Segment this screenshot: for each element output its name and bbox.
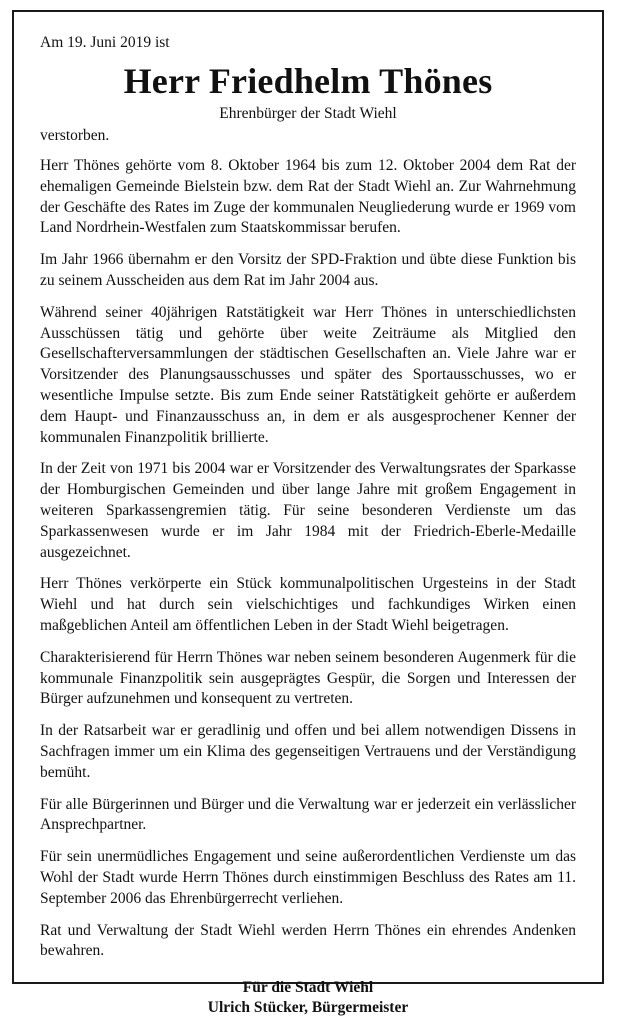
paragraph-contact-person: Für alle Bürgerinnen und Bürger und die Verwaltung war er jederzeit ein verlässlicher Ansprechpartner. <box>40 795 576 834</box>
paragraph-public-life: Herr Thönes verkörperte ein Stück kommunalpolitischen Urgesteins in der Stadt Wiehl und hat durch sein vielschichtiges und fachkundiges Wirken einen maßgeblichen Anteil am öffentlichen Leben in der Stadt Wiehl beigetragen. <box>40 575 576 634</box>
paragraph-committees: Während seiner 40jährigen Ratstätigkeit war Herr Thönes in unterschiedlichsten Ausschüssen tätig und gehörte über weite Zeiträume als Mitglied den Gesellschafterversammlungen der städtischen Gesellschaften an. Viele Jahre war er Vorsitzender des Planungsausschusses und später des Sportausschusses, wo er wesentliche Impulse setzte. Bis zum Ende seiner Ratstätigkeit gehörte er außerdem dem Haupt- und Finanzausschuss an, in dem er als ausgesprochener Kenner der kommunalen Finanzpolitik brillierte. <box>40 303 576 446</box>
obituary-notice <box>12 10 604 1017</box>
paragraph-honorary-citizenship: Für sein unermüdliches Engagement und seine außerordentlichen Verdienste um das Wohl der Stadt wurde Herrn Thönes durch einstimmigen Beschluss des Rates am 11. September 2006 das Ehrenbürgerrecht verliehen. <box>40 848 576 907</box>
paragraph-council-membership: Herr Thönes gehörte vom 8. Oktober 1964 bis zum 12. Oktober 2004 dem Rat der ehemaligen Gemeinde Bielstein bzw. dem Rat der Stadt Wiehl an. Zur Wahrnehmung der Geschäfte des Rates im Zuge der kommunalen Neugliederung wurde er 1969 vom Land Nordrhein-Westfalen zum Staatskommissar berufen. <box>40 157 576 237</box>
signature-organization: Für die Stadt Wiehl <box>242 979 374 997</box>
passed-away-line: verstorben. <box>40 127 110 144</box>
honorary-title: Ehrenbürger der Stadt Wiehl <box>219 105 397 122</box>
deceased-name: Herr Friedhelm Thönes <box>123 61 493 101</box>
signature-block <box>40 978 576 1018</box>
signature-mayor: Ulrich Stücker, Bürgermeister <box>207 999 409 1017</box>
paragraph-council-work: In der Ratsarbeit war er geradlinig und offen und bei allem notwendigen Dissens in Sachfragen immer um ein Klima des gegenseitigen Vertrauens und der Verständigung bemüht. <box>40 722 576 781</box>
paragraph-remembrance: Rat und Verwaltung der Stadt Wiehl werden Herrn Thönes ein ehrendes Andenken bewahren. <box>40 921 576 960</box>
intro-line: Am 19. Juni 2019 ist <box>40 34 170 51</box>
paragraph-spd-chair: Im Jahr 1966 übernahm er den Vorsitz der SPD-Fraktion und übte diese Funktion bis zu seinem Ausscheiden aus dem Rat im Jahr 2004 aus. <box>40 251 576 289</box>
paragraph-sparkasse: In der Zeit von 1971 bis 2004 war er Vorsitzender des Verwaltungsrates der Sparkasse der Homburgischen Gemeinden und über lange Jahre mit großem Engagement in weiteren Sparkassengremien tätig. Für seine besonderen Verdienste um das Sparkassenwesen wurde er im Jahr 1984 mit der Friedrich-Eberle-Medaille ausgezeichnet. <box>40 460 576 561</box>
paragraph-character: Charakterisierend für Herrn Thönes war neben seinem besonderen Augenmerk für die kommunale Finanzpolitik sein ausgeprägtes Gespür, die Sorgen und Interessen der Bürger aufzunehmen und konsequent zu vertreten. <box>40 648 576 708</box>
